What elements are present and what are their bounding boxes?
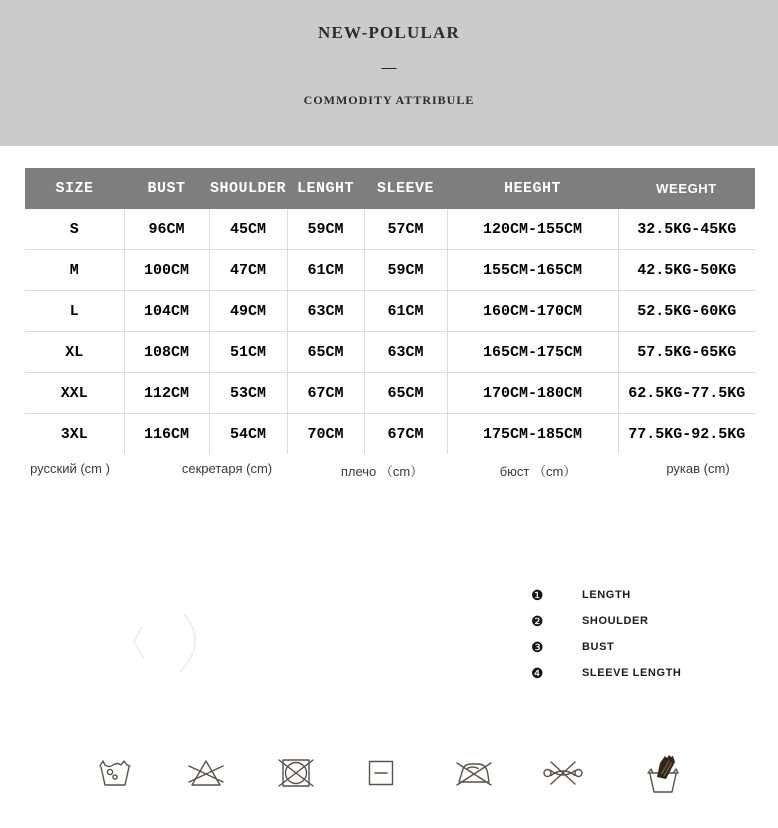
garment-watermark — [128, 612, 218, 674]
table-cell: 49CM — [209, 291, 287, 332]
do-not-wring-icon — [541, 759, 585, 787]
legend-label: BUST — [582, 641, 615, 653]
column-header: SIZE — [25, 168, 124, 209]
table-cell: 100CM — [124, 250, 209, 291]
banner — [0, 0, 778, 146]
measurement-legend — [531, 582, 681, 686]
table-cell: 61CM — [364, 291, 447, 332]
legend-item — [531, 582, 681, 608]
table-cell: 175CM-185CM — [447, 414, 618, 455]
table-row — [25, 291, 755, 332]
table-cell: 65CM — [364, 373, 447, 414]
translation-label: бюст （cm） — [499, 464, 577, 479]
table-cell: 160CM-170CM — [447, 291, 618, 332]
number-badge-icon: ❶ — [531, 587, 544, 603]
table-cell: XXL — [25, 373, 124, 414]
table-cell: 63CM — [364, 332, 447, 373]
column-header: SLEEVE — [364, 168, 447, 209]
translation-label: секретаря (cm) — [181, 461, 273, 476]
banner-divider: — — [381, 60, 397, 76]
legend-item — [531, 608, 681, 634]
do-not-iron-icon — [454, 758, 494, 788]
banner-subtitle: COMMODITY ATTRIBULE — [303, 93, 475, 107]
table-cell: 63CM — [287, 291, 364, 332]
table-cell: S — [69, 220, 79, 238]
translation-label: плечо （cm） — [340, 464, 424, 479]
hand-wash-icon — [644, 751, 682, 795]
table-row — [25, 332, 755, 373]
table-cell: L — [25, 291, 124, 332]
column-header: LENGHT — [287, 168, 364, 209]
table-cell: 70CM — [287, 414, 364, 455]
brand-title: NEW-POLULAR — [318, 23, 460, 42]
table-cell: 57CM — [364, 209, 447, 250]
legend-label: LENGTH — [582, 589, 631, 601]
table-cell: 59CM — [287, 209, 364, 250]
table-cell: 170CM-180CM — [447, 373, 618, 414]
table-cell: 108CM — [124, 332, 209, 373]
legend-label: SHOULDER — [582, 615, 649, 627]
table-row — [25, 209, 755, 250]
table-header-row — [25, 168, 755, 209]
translation-label: рукав (cm) — [666, 461, 730, 476]
translation-row — [0, 461, 778, 479]
table-cell: 61CM — [287, 250, 364, 291]
number-badge-icon: ❸ — [531, 639, 544, 655]
size-table — [25, 168, 755, 454]
dry-flat-icon — [368, 760, 394, 786]
do-not-tumble-dry-icon — [277, 757, 315, 789]
table-cell: M — [25, 250, 124, 291]
table-cell: 54CM — [209, 414, 287, 455]
translation-label: русский (cm ) — [30, 461, 110, 476]
column-header: BUST — [124, 168, 209, 209]
table-body — [25, 209, 755, 454]
table-cell: 42.5KG-50KG — [618, 250, 755, 291]
table-row — [25, 373, 755, 414]
number-badge-icon: ❷ — [531, 613, 544, 629]
column-header: HEEGHT — [447, 168, 618, 209]
do-not-bleach-icon — [186, 758, 226, 788]
table-cell: 51CM — [209, 332, 287, 373]
table-cell: 120CM-155CM — [447, 209, 618, 250]
table-cell: 67CM — [287, 373, 364, 414]
table-cell: 104CM — [124, 291, 209, 332]
table-cell: 96CM — [124, 209, 209, 250]
wash-tub-icon — [98, 758, 132, 788]
legend-label: SLEEVE LENGTH — [582, 667, 682, 679]
table-cell: 52.5KG-60KG — [618, 291, 755, 332]
table-cell: 116CM — [124, 414, 209, 455]
table-cell: 155CM-165CM — [447, 250, 618, 291]
column-header: WEEGHT — [618, 168, 755, 209]
table-cell: 3XL — [25, 414, 124, 455]
table-row — [25, 250, 755, 291]
table-cell: 62.5KG-77.5KG — [618, 373, 755, 414]
table-cell: 32.5KG-45KG — [618, 209, 755, 250]
table-cell: 47CM — [209, 250, 287, 291]
table-cell: 67CM — [364, 414, 447, 455]
table-cell: 53CM — [209, 373, 287, 414]
column-header: SHOULDER — [209, 168, 287, 209]
table-cell: 59CM — [364, 250, 447, 291]
table-cell: 57.5KG-65KG — [618, 332, 755, 373]
table-cell: XL — [25, 332, 124, 373]
table-cell: 45CM — [209, 209, 287, 250]
number-badge-icon: ❹ — [531, 665, 544, 681]
legend-item — [531, 634, 681, 660]
table-row — [25, 414, 755, 455]
table-cell: 112CM — [124, 373, 209, 414]
table-cell: 165CM-175CM — [447, 332, 618, 373]
legend-item — [531, 660, 681, 686]
table-cell: 77.5KG-92.5KG — [618, 414, 755, 455]
table-cell: 65CM — [287, 332, 364, 373]
